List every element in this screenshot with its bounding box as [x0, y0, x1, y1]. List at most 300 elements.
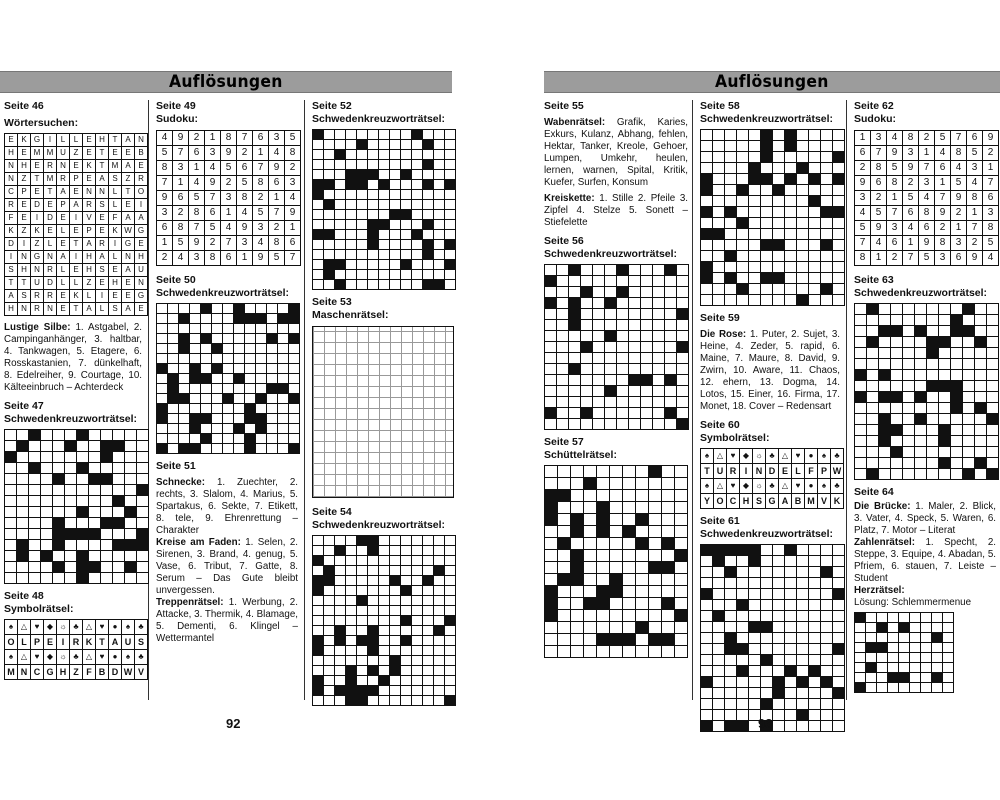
grid-cell [987, 337, 998, 347]
grid-cell [412, 686, 422, 695]
grid-cell [445, 160, 455, 169]
grid-cell [662, 598, 674, 609]
grid-cell [390, 606, 400, 615]
grid-cell [809, 589, 820, 599]
sudoku-cell: 8 [189, 206, 204, 220]
grid-cell [653, 342, 664, 352]
grid-cell [665, 386, 676, 396]
grid-cell [17, 540, 28, 550]
symbol-icon: △ [714, 479, 726, 493]
wordsearch-cell: U [31, 277, 43, 289]
grid-cell [212, 354, 222, 363]
grid-cell [5, 518, 16, 528]
grid-cell [749, 600, 760, 610]
sudoku-cell: 7 [951, 131, 966, 145]
symbol-grid [4, 619, 148, 680]
grid-cell [761, 633, 772, 643]
grid-cell [558, 622, 570, 633]
grid-cell [390, 250, 400, 259]
grid-cell [773, 556, 784, 566]
grid-cell [379, 666, 389, 675]
grid-cell [725, 152, 736, 162]
section-54 [312, 506, 452, 706]
grid-cell [987, 381, 998, 391]
grid-cell [434, 626, 444, 635]
grid-cell [401, 676, 411, 685]
grid-cell [335, 536, 345, 545]
grid-cell [629, 408, 640, 418]
grid-cell [821, 163, 832, 173]
grid-cell [368, 160, 378, 169]
grid-cell [809, 218, 820, 228]
crossword-grid [854, 303, 999, 480]
sudoku-cell: 5 [157, 146, 172, 160]
grid-cell [179, 424, 189, 433]
grid-cell [855, 436, 866, 446]
grid-cell [157, 434, 167, 443]
grid-cell [623, 610, 635, 621]
grid-cell [629, 287, 640, 297]
grid-cell [335, 230, 345, 239]
grid-cell [915, 436, 926, 446]
grid-cell [737, 578, 748, 588]
grid-cell [725, 611, 736, 621]
grid-cell [368, 666, 378, 675]
grid-cell [390, 170, 400, 179]
grid-cell [701, 152, 712, 162]
grid-cell [605, 419, 616, 429]
grid-cell [335, 180, 345, 189]
grid-cell [357, 140, 367, 149]
grid-cell [357, 150, 367, 159]
sudoku-cell: 6 [253, 131, 268, 145]
grid-cell [212, 434, 222, 443]
grid-cell [245, 384, 255, 393]
grid-cell [605, 408, 616, 418]
grid-cell [335, 260, 345, 269]
grid-cell [605, 298, 616, 308]
grid-cell [113, 441, 124, 451]
grid-cell [324, 686, 334, 695]
grid-cell [368, 170, 378, 179]
wordsearch-cell: N [135, 134, 147, 146]
grid-cell [368, 240, 378, 249]
grid-cell [545, 408, 556, 418]
grid-cell [725, 295, 736, 305]
grid-cell [636, 562, 648, 573]
grid-cell [201, 414, 211, 423]
wordsearch-cell: L [83, 290, 95, 302]
grid-cell [797, 600, 808, 610]
grid-cell [701, 545, 712, 555]
grid-cell [785, 163, 796, 173]
grid-cell [649, 562, 661, 573]
grid-cell [223, 404, 233, 413]
grid-cell [821, 240, 832, 250]
grid-cell [423, 180, 433, 189]
grid-cell [629, 397, 640, 407]
grid-cell [888, 643, 898, 652]
grid-cell [401, 180, 411, 189]
grid-cell [223, 314, 233, 323]
grid-cell [571, 466, 583, 477]
grid-cell [157, 424, 167, 433]
grid-cell [17, 529, 28, 539]
grid-cell [785, 545, 796, 555]
grid-cell [833, 699, 844, 709]
grid-cell [401, 240, 411, 249]
grid-cell [77, 441, 88, 451]
kreise-text [156, 537, 298, 597]
grid-cell [653, 419, 664, 429]
symbol-letter: U [714, 464, 726, 478]
sudoku-cell: 8 [967, 191, 982, 205]
grid-cell [412, 656, 422, 665]
grid-cell [5, 485, 16, 495]
grid-cell [89, 474, 100, 484]
symbol-icon: ☼ [57, 620, 69, 634]
grid-cell [545, 526, 557, 537]
answer-text: 1. Puter, 2. Sujet, 3. Heine, 4. Zeder, 5. rapid, 6. Maine, 7. Maure, 8. David, 9. Zwirn, 10. Aware, 11. Chaos, 12. ehern, 13. Dogma, 14. Lotos, 15. Einer, 16. Firma, 17. Monet, 18. Cover – Redensart [700, 329, 840, 412]
grid-cell [855, 392, 866, 402]
grid-cell [833, 578, 844, 588]
grid-cell [939, 359, 950, 369]
grid-cell [653, 353, 664, 363]
grid-cell [201, 314, 211, 323]
grid-cell [412, 250, 422, 259]
grid-cell [593, 298, 604, 308]
grid-cell [797, 251, 808, 261]
grid-cell [809, 710, 820, 720]
grid-cell [113, 496, 124, 506]
sudoku-cell: 2 [919, 131, 934, 145]
grid-cell [53, 529, 64, 539]
grid-cell [797, 130, 808, 140]
grid-cell [785, 655, 796, 665]
grid-cell [749, 295, 760, 305]
grid-cell [833, 688, 844, 698]
grid-cell [785, 152, 796, 162]
symbol-icon: ♣ [831, 479, 843, 493]
section-subtitle: Schwedenkreuzworträtsel: [156, 287, 290, 299]
grid-cell [434, 130, 444, 139]
symbol-letter: M [5, 665, 17, 679]
sudoku-cell: 9 [269, 161, 284, 175]
grid-cell [701, 207, 712, 217]
grid-cell [346, 636, 356, 645]
grid-cell [987, 359, 998, 369]
grid-cell [877, 623, 887, 632]
grid-cell [891, 337, 902, 347]
grid-cell [571, 562, 583, 573]
grid-cell [867, 392, 878, 402]
grid-cell [157, 314, 167, 323]
grid-cell [737, 633, 748, 643]
grid-cell [891, 447, 902, 457]
grid-cell [234, 324, 244, 333]
grid-cell [545, 419, 556, 429]
grid-cell [557, 419, 568, 429]
grid-cell [629, 353, 640, 363]
grid-cell [201, 354, 211, 363]
grid-cell [636, 634, 648, 645]
section-title: Seite 63 [854, 274, 894, 286]
grid-cell [939, 436, 950, 446]
grid-cell [445, 586, 455, 595]
wordsearch-cell: I [96, 290, 108, 302]
wordsearch-cell: T [109, 134, 121, 146]
grid-cell [278, 424, 288, 433]
grid-cell [245, 314, 255, 323]
grid-cell [313, 696, 323, 705]
grid-cell [623, 574, 635, 585]
symbol-icon: △ [83, 620, 95, 634]
grid-cell [927, 469, 938, 479]
grid-cell [761, 567, 772, 577]
grid-cell [346, 626, 356, 635]
grid-cell [593, 408, 604, 418]
grid-cell [137, 507, 148, 517]
grid-cell [665, 320, 676, 330]
grid-cell [357, 270, 367, 279]
answer-text: 1. Stille 2. Pfeile 3. Zipfel 4. Stelze 5. Sonett – Stiefelette [544, 193, 688, 228]
grid-cell [877, 633, 887, 642]
grid-cell [737, 710, 748, 720]
symbol-icon: ♣ [135, 620, 147, 634]
wordsearch-cell: E [57, 290, 69, 302]
grid-cell [571, 634, 583, 645]
grid-cell [737, 611, 748, 621]
grid-cell [921, 623, 931, 632]
grid-cell [346, 230, 356, 239]
wordsearch-cell: I [70, 212, 82, 224]
grid-cell [346, 160, 356, 169]
sudoku-cell: 7 [173, 146, 188, 160]
grid-cell [324, 240, 334, 249]
grid-cell [423, 230, 433, 239]
grid-cell [65, 551, 76, 561]
grid-cell [662, 634, 674, 645]
grid-cell [921, 643, 931, 652]
grid-cell [267, 334, 277, 343]
section-49 [156, 100, 298, 266]
grid-cell [833, 600, 844, 610]
grid-cell [113, 463, 124, 473]
grid-cell [610, 550, 622, 561]
grid-cell [335, 140, 345, 149]
grid-cell [963, 381, 974, 391]
grid-cell [234, 384, 244, 393]
grid-cell [558, 526, 570, 537]
grid-cell [401, 160, 411, 169]
sudoku-cell: 4 [903, 221, 918, 235]
grid-cell [963, 403, 974, 413]
grid-cell [324, 150, 334, 159]
wordsearch-cell: A [83, 238, 95, 250]
sudoku-cell: 7 [269, 206, 284, 220]
wordsearch-cell: Z [18, 225, 30, 237]
grid-cell [313, 596, 323, 605]
wordsearch-cell: E [44, 199, 56, 211]
grid-cell [368, 180, 378, 189]
grid-cell [401, 566, 411, 575]
grid-cell [245, 444, 255, 453]
grid-cell [412, 230, 422, 239]
grid-cell [390, 150, 400, 159]
sudoku-cell: 6 [903, 206, 918, 220]
grid-cell [761, 141, 772, 151]
grid-cell [434, 656, 444, 665]
grid-cell [939, 414, 950, 424]
grid-cell [623, 586, 635, 597]
section-subtitle: Maschenrätsel: [312, 309, 389, 321]
grid-cell [278, 414, 288, 423]
grid-cell [368, 636, 378, 645]
grid-cell [357, 240, 367, 249]
grid-cell [313, 270, 323, 279]
grid-cell [558, 550, 570, 561]
grid-cell [223, 354, 233, 363]
grid-cell [335, 150, 345, 159]
grid-cell [278, 374, 288, 383]
grid-cell [89, 529, 100, 539]
grid-cell [713, 688, 724, 698]
grid-cell [749, 611, 760, 621]
grid-cell [113, 430, 124, 440]
wordsearch-cell: K [5, 225, 17, 237]
grid-cell [737, 545, 748, 555]
wordsearch-cell: T [18, 277, 30, 289]
symbol-icon: ♣ [766, 449, 778, 463]
grid-cell [357, 200, 367, 209]
grid-cell [821, 611, 832, 621]
grid-cell [867, 304, 878, 314]
grid-cell [641, 375, 652, 385]
grid-cell [785, 262, 796, 272]
grid-cell [899, 623, 909, 632]
grid-cell [584, 622, 596, 633]
grid-cell [903, 359, 914, 369]
grid-cell [975, 359, 986, 369]
grid-cell [190, 344, 200, 353]
grid-cell [434, 696, 444, 705]
grid-cell [677, 375, 688, 385]
grid-cell [278, 324, 288, 333]
grid-cell [584, 646, 596, 657]
wordsearch-cell: Z [18, 173, 30, 185]
wordsearch-cell: G [122, 238, 134, 250]
grid-cell [653, 320, 664, 330]
grid-cell [412, 586, 422, 595]
grid-cell [346, 280, 356, 289]
section-subtitle: Symbolrätsel: [700, 432, 770, 444]
grid-cell [557, 331, 568, 341]
grid-cell [412, 130, 422, 139]
grid-cell [963, 425, 974, 435]
grid-cell [903, 458, 914, 468]
grid-cell [821, 688, 832, 698]
wordsearch-cell: P [83, 225, 95, 237]
grid-cell [101, 529, 112, 539]
grid-cell [357, 130, 367, 139]
grid-cell [701, 196, 712, 206]
sudoku-cell: 7 [935, 191, 950, 205]
grid-cell [137, 485, 148, 495]
grid-cell [379, 260, 389, 269]
grid-cell [212, 324, 222, 333]
grid-cell [346, 180, 356, 189]
lustige-silbe-text [4, 322, 142, 394]
grid-cell [29, 452, 40, 462]
grid-cell [855, 315, 866, 325]
sudoku-cell: 4 [205, 161, 220, 175]
grid-cell [675, 610, 687, 621]
grid-cell [903, 348, 914, 358]
wordsearch-cell: H [83, 264, 95, 276]
grid-cell [368, 190, 378, 199]
grid-cell [653, 364, 664, 374]
grid-cell [749, 688, 760, 698]
sudoku-cell: 3 [919, 176, 934, 190]
waben-text [544, 117, 688, 189]
grid-cell [761, 655, 772, 665]
grid-cell [617, 364, 628, 374]
grid-cell [737, 141, 748, 151]
grid-cell [29, 496, 40, 506]
grid-cell [867, 414, 878, 424]
sudoku-cell: 9 [935, 206, 950, 220]
grid-cell [761, 545, 772, 555]
grid-cell [927, 304, 938, 314]
grid-cell [597, 538, 609, 549]
grid-cell [368, 676, 378, 685]
grid-cell [879, 326, 890, 336]
grid-cell [713, 578, 724, 588]
grid-cell [557, 276, 568, 286]
grid-cell [29, 441, 40, 451]
section-title: Seite 46 [4, 100, 44, 112]
grid-cell [899, 683, 909, 692]
section-title: Seite 50 [156, 274, 196, 286]
grid-cell [797, 644, 808, 654]
grid-cell [761, 578, 772, 588]
grid-cell [545, 331, 556, 341]
grid-cell [357, 576, 367, 585]
grid-cell [891, 403, 902, 413]
grid-cell [891, 458, 902, 468]
grid-cell [910, 613, 920, 622]
wordsearch-cell: H [18, 264, 30, 276]
grid-cell [569, 375, 580, 385]
grid-cell [581, 386, 592, 396]
grid-cell [975, 304, 986, 314]
grid-cell [636, 538, 648, 549]
grid-cell [324, 546, 334, 555]
grid-cell [278, 334, 288, 343]
sudoku-cell: 2 [871, 191, 886, 205]
grid-cell [190, 324, 200, 333]
grid-cell [927, 370, 938, 380]
grid-cell [641, 364, 652, 374]
grid-cell [157, 354, 167, 363]
grid-cell [223, 434, 233, 443]
grid-cell [379, 130, 389, 139]
grid-cell [379, 636, 389, 645]
grid-cell [445, 280, 455, 289]
wordsearch-cell: I [70, 251, 82, 263]
grid-cell [53, 485, 64, 495]
grid-cell [401, 696, 411, 705]
